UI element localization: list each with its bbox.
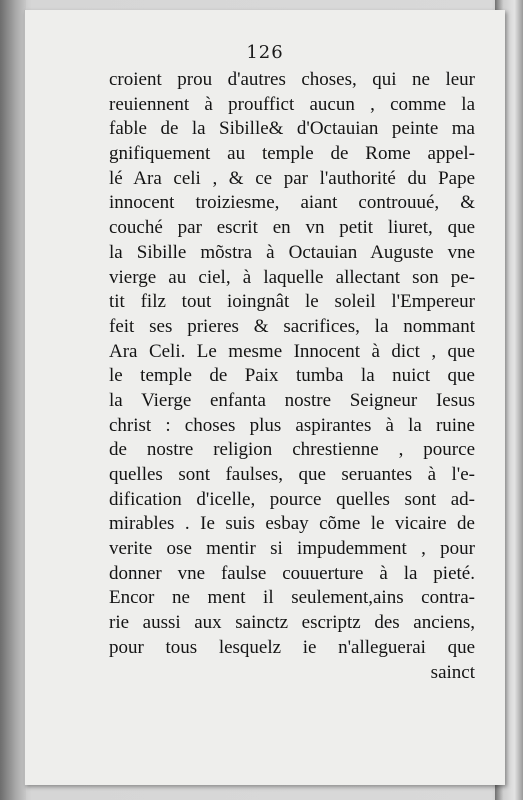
text-line: le temple de Paix tumba la nuict que [109, 365, 475, 387]
text-line: vierge au ciel, à laquelle allectant son pe- [109, 266, 475, 288]
text-line: verite ose mentir si impudemment , pour [109, 538, 475, 560]
text-line: de nostre religion chrestienne , pource [109, 439, 475, 461]
text-line: couché par escrit en vn petit liuret, que [109, 217, 475, 239]
book-page [24, 10, 505, 785]
text-line: Encor ne ment il seulement,ains contra- [109, 587, 475, 609]
text-line: pour tous lesquelz ie n'alleguerai que [109, 636, 475, 658]
text-line: feit ses prieres & sacrifices, la nommant [109, 315, 475, 337]
text-line: fable de la Sibille& d'Octauian peinte ma [109, 118, 475, 140]
text-line: christ : choses plus aspirantes à la ruine [109, 414, 475, 436]
text-line: gnifiquement au temple de Rome appel- [109, 143, 475, 165]
page-body-text [109, 68, 475, 685]
binding-shadow [0, 0, 26, 800]
text-line: mirables . Ie suis esbay cõme le vicaire de [109, 513, 475, 535]
text-line: la Sibille mõstra à Octauian Auguste vne [109, 241, 475, 263]
page-number: 126 [246, 42, 284, 63]
text-line: quelles sont faulses, que seruantes à l'e- [109, 464, 475, 485]
text-line: croient prou d'autres choses, qui ne leur [109, 69, 475, 90]
text-line: la Vierge enfanta nostre Seigneur Iesus [109, 389, 475, 411]
text-line: donner vne faulse couuerture à la pieté. [109, 562, 475, 584]
text-line: rie aussi aux sainctz escriptz des anciens, [109, 612, 475, 634]
text-line: reuiennent à prouffict aucun , comme la [109, 93, 475, 115]
text-line: dification d'icelle, pource quelles sont ad- [109, 488, 475, 510]
text-line: Ara Celi. Le mesme Innocent à dict , que [109, 340, 475, 362]
text-line: innocent troiziesme, aiant controuué, & [109, 192, 475, 214]
catchword: sainct [430, 661, 475, 683]
text-line: lé Ara celi , & ce par l'authorité du Pape [109, 167, 475, 189]
text-line: tit filz tout ioingnât le soleil l'Empereur [109, 291, 475, 313]
